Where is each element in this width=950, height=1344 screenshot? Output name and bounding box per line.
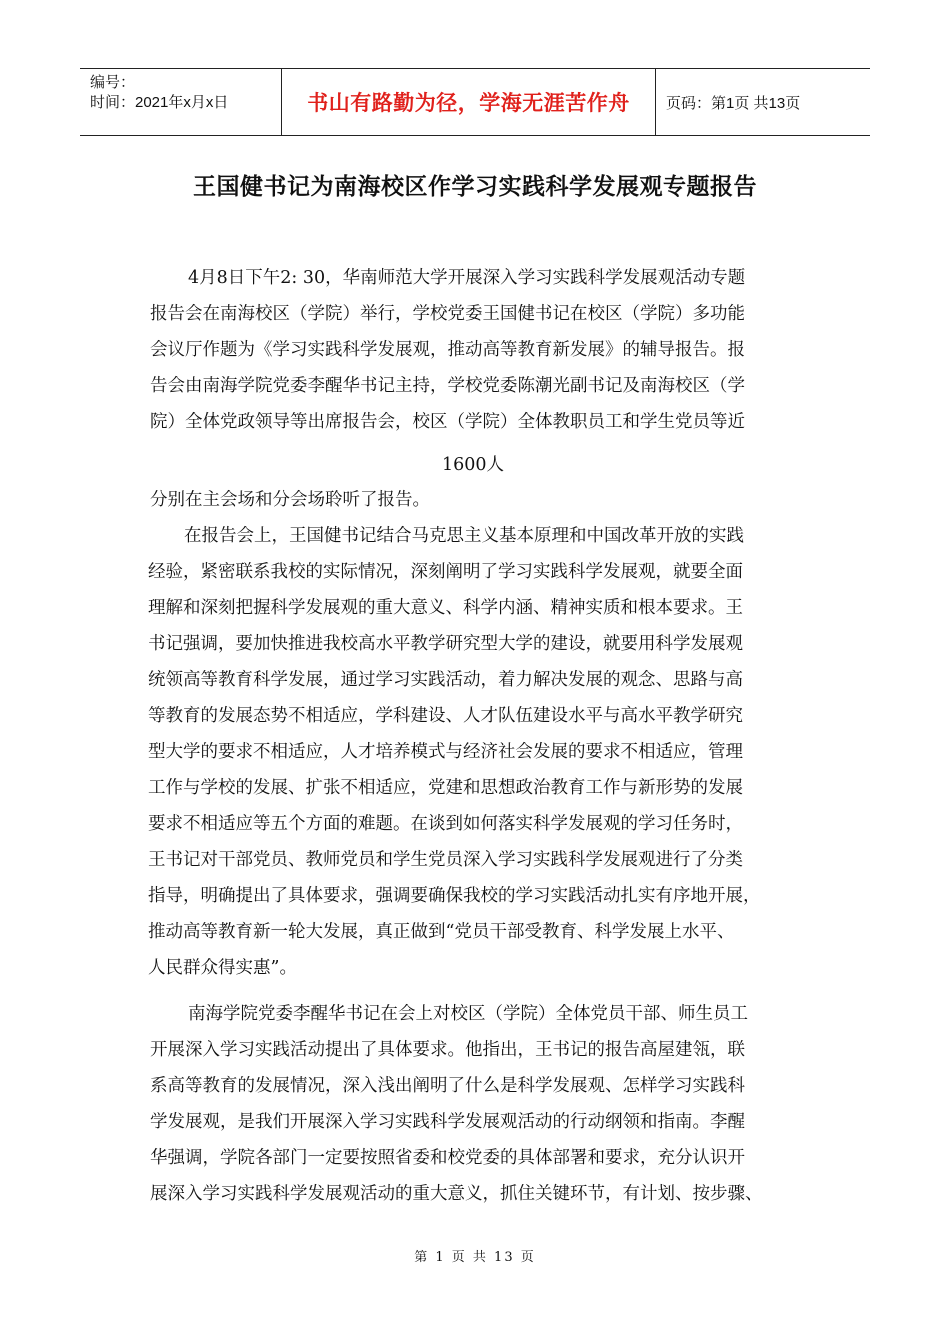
body-line: 系高等教育的发展情况，深入浅出阐明了什么是科学发展观、怎样学习实践科 [150,1076,745,1096]
body-line: 要求不相适应等五个方面的难题。在谈到如何落实科学发展观的学习任务时， [148,814,743,834]
body-line: 推动高等教育新一轮大发展，真正做到“党员干部受教育、科学发展上水平、 [148,922,735,942]
document-header [80,68,870,136]
header-motto: 书山有路勤为径，学海无涯苦作舟 [307,91,630,115]
header-motto-cell [282,69,656,135]
page-footer: 第 1 页 共 13 页 [414,1250,536,1265]
body-line: 学发展观，是我们开展深入学习实践科学发展观活动的行动纲领和指南。李醒 [150,1112,745,1132]
header-page-label: 页码：第1页 共13页 [666,94,801,112]
body-line: 指导，明确提出了具体要求，强调要确保我校的学习实践活动扎实有序地开展， [148,886,761,906]
body-line: 统领高等教育科学发展，通过学习实践活动，着力解决发展的观念、思路与高 [148,670,743,690]
body-line: 经验，紧密联系我校的实际情况，深刻阐明了学习实践科学发展观，就要全面 [148,562,743,582]
body-line: 型大学的要求不相适应，人才培养模式与经济社会发展的要求不相适应，管理 [148,742,743,762]
body-line: 展深入学习实践科学发展观活动的重大意义，抓住关键环节，有计划、按步骤、 [150,1184,763,1204]
body-line: 工作与学校的发展、扩张不相适应，党建和思想政治教育工作与新形势的发展 [148,778,743,798]
body-line: 南海学院党委李醒华书记在会上对校区（学院）全体党员干部、师生员工 [188,1004,748,1024]
document-title: 王国健书记为南海校区作学习实践科学发展观专题报告 [193,173,757,200]
body-line: 人民群众得实惠”。 [148,958,297,978]
document-time-label: 时间：2021年x月x日 [90,94,229,111]
body-line: 华强调，学院各部门一定要按照省委和校党委的具体部署和要求，充分认识开 [150,1148,745,1168]
body-line: 会议厅作题为《学习实践科学发展观，推动高等教育新发展》的辅导报告。报 [150,340,745,360]
body-line: 理解和深刻把握科学发展观的重大意义、科学内涵、精神实质和根本要求。王 [148,598,743,618]
body-line: 等教育的发展态势不相适应，学科建设、人才队伍建设水平与高水平教学研究 [148,706,743,726]
document-number-label: 编号： [90,74,136,91]
body-line: 开展深入学习实践活动提出了具体要求。他指出，王书记的报告高屋建瓴，联 [150,1040,745,1060]
body-line: 1600人 [442,455,505,475]
body-line: 在报告会上，王国健书记结合马克思主义基本原理和中国改革开放的实践 [184,526,744,546]
body-line: 分别在主会场和分会场聆听了报告。 [150,490,430,510]
body-line: 告会由南海学院党委李醒华书记主持，学校党委陈潮光副书记及南海校区（学 [150,376,745,396]
body-line: 报告会在南海校区（学院）举行，学校党委王国健书记在校区（学院）多功能 [150,304,745,324]
body-line: 书记强调，要加快推进我校高水平教学研究型大学的建设，就要用科学发展观 [148,634,743,654]
body-line: 王书记对干部党员、教师党员和学生党员深入学习实践科学发展观进行了分类 [148,850,743,870]
body-line: 4月8日下午2: 30，华南师范大学开展深入学习实践科学发展观活动专题 [188,268,746,288]
header-meta [80,69,282,135]
body-line: 院）全体党政领导等出席报告会，校区（学院）全体教职员工和学生党员等近 [150,412,745,432]
